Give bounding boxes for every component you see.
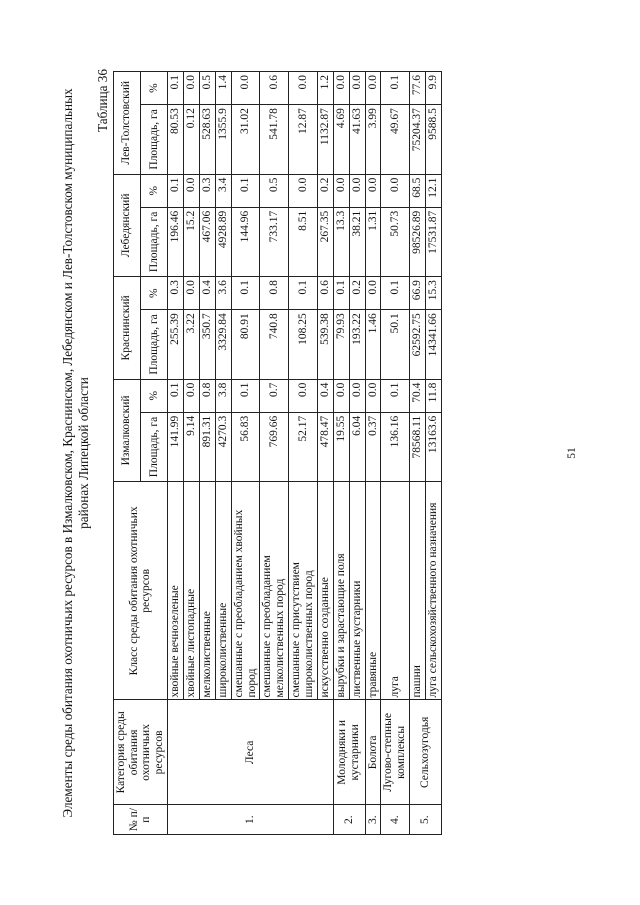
pct-cell: 3.6 xyxy=(215,276,231,309)
pct-cell: 0.1 xyxy=(168,174,184,207)
class-cell: травяные xyxy=(365,481,381,699)
pct-cell: 0.0 xyxy=(289,379,318,412)
pct-cell: 0.0 xyxy=(289,174,318,207)
table-row xyxy=(333,71,349,834)
pct-cell: 0.1 xyxy=(333,276,349,309)
header-district: Лев-Толстовский xyxy=(113,71,140,174)
pct-cell: 0.4 xyxy=(317,379,333,412)
area-cell: 350.7 xyxy=(199,309,215,378)
table-row xyxy=(168,71,184,834)
area-cell: 196.46 xyxy=(168,207,184,276)
area-cell: 13.3 xyxy=(333,207,349,276)
area-cell: 31.02 xyxy=(231,104,260,173)
pct-cell: 0.0 xyxy=(349,71,365,104)
pct-cell: 0.2 xyxy=(349,276,365,309)
habitat-table xyxy=(113,71,442,835)
class-cell: смешанные с преобладанием хвойных пород xyxy=(231,481,260,699)
pct-cell: 12.1 xyxy=(426,174,442,207)
pct-cell: 0.4 xyxy=(199,276,215,309)
table-row xyxy=(410,71,426,834)
pct-cell: 0.2 xyxy=(317,174,333,207)
area-cell: 1.46 xyxy=(365,309,381,378)
area-cell: 740.8 xyxy=(260,309,289,378)
area-cell: 9.14 xyxy=(184,412,200,481)
area-cell: 467.06 xyxy=(199,207,215,276)
area-cell: 144.96 xyxy=(231,207,260,276)
class-cell: лиственные кустарники xyxy=(349,481,365,699)
pct-cell: 9.9 xyxy=(426,71,442,104)
area-cell: 38.21 xyxy=(349,207,365,276)
area-cell: 98526.89 xyxy=(410,207,426,276)
area-cell: 108.25 xyxy=(289,309,318,378)
header-pct: % xyxy=(140,174,167,207)
area-cell: 56.83 xyxy=(231,412,260,481)
area-cell: 267.35 xyxy=(317,207,333,276)
class-cell: вырубки и зарастающие поля xyxy=(333,481,349,699)
area-cell: 79.93 xyxy=(333,309,349,378)
row-number: 3. xyxy=(365,804,381,834)
pct-cell: 3.4 xyxy=(215,174,231,207)
page-number: 51 xyxy=(566,446,578,459)
area-cell: 19.55 xyxy=(333,412,349,481)
area-cell: 4928.89 xyxy=(215,207,231,276)
pct-cell: 0.0 xyxy=(184,71,200,104)
pct-cell: 0.0 xyxy=(333,174,349,207)
class-cell: смешанные с присутствием широколиственных пород xyxy=(289,481,318,699)
pct-cell: 15.3 xyxy=(426,276,442,309)
area-cell: 12.87 xyxy=(289,104,318,173)
area-cell: 0.37 xyxy=(365,412,381,481)
area-cell: 136.16 xyxy=(381,412,410,481)
pct-cell: 0.1 xyxy=(168,71,184,104)
area-cell: 62592.75 xyxy=(410,309,426,378)
header-area: Площадь, га xyxy=(140,104,167,173)
pct-cell: 0.1 xyxy=(168,379,184,412)
pct-cell: 70.4 xyxy=(410,379,426,412)
pct-cell: 0.0 xyxy=(349,174,365,207)
area-cell: 1355.9 xyxy=(215,104,231,173)
class-cell: смешанные с преобладанием мелколиственных пород xyxy=(260,481,289,699)
header-district: Краснинский xyxy=(113,276,140,379)
pct-cell: 0.0 xyxy=(289,71,318,104)
class-cell: хвойные листопадные xyxy=(184,481,200,699)
header-district: Лебедянский xyxy=(113,174,140,277)
area-cell: 255.39 xyxy=(168,309,184,378)
area-cell: 17531.87 xyxy=(426,207,442,276)
pct-cell: 1.2 xyxy=(317,71,333,104)
row-number: 2. xyxy=(333,804,365,834)
header-district: Измалковский xyxy=(113,379,140,482)
pct-cell: 77.6 xyxy=(410,71,426,104)
category-cell: Сельхозугодья xyxy=(410,700,442,805)
area-cell: 50.1 xyxy=(381,309,410,378)
pct-cell: 0.6 xyxy=(260,71,289,104)
area-cell: 541.78 xyxy=(260,104,289,173)
area-cell: 1132.87 xyxy=(317,104,333,173)
category-cell: Лугово-степные комплексы xyxy=(381,700,410,805)
table-body xyxy=(168,71,442,834)
pct-cell: 0.1 xyxy=(231,276,260,309)
pct-cell: 0.0 xyxy=(333,379,349,412)
pct-cell: 1.4 xyxy=(215,71,231,104)
area-cell: 1.31 xyxy=(365,207,381,276)
area-cell: 6.04 xyxy=(349,412,365,481)
row-number: 4. xyxy=(381,804,410,834)
class-cell: пашни xyxy=(410,481,426,699)
header-area: Площадь, га xyxy=(140,207,167,276)
pct-cell: 0.0 xyxy=(231,71,260,104)
pct-cell: 0.8 xyxy=(199,379,215,412)
area-cell: 3.22 xyxy=(184,309,200,378)
area-cell: 13163.6 xyxy=(426,412,442,481)
pct-cell: 0.1 xyxy=(289,276,318,309)
category-cell: Молодняки и кустарники xyxy=(333,700,365,805)
area-cell: 80.91 xyxy=(231,309,260,378)
pct-cell: 0.3 xyxy=(168,276,184,309)
area-cell: 539.38 xyxy=(317,309,333,378)
pct-cell: 0.1 xyxy=(381,71,410,104)
area-cell: 8.51 xyxy=(289,207,318,276)
row-number: 5. xyxy=(410,804,442,834)
table-caption: Элементы среды обитания охотничьих ресурсов в Измалковском, Краснинском, Лебедянском и Лев-Толстовском муниципальных районах Липецкой области xyxy=(60,87,91,818)
table-number: Таблица 36 xyxy=(94,68,110,132)
area-cell: 0.12 xyxy=(184,104,200,173)
area-cell: 9588.5 xyxy=(426,104,442,173)
pct-cell: 0.0 xyxy=(184,276,200,309)
area-cell: 3.99 xyxy=(365,104,381,173)
pct-cell: 0.5 xyxy=(260,174,289,207)
pct-cell: 3.8 xyxy=(215,379,231,412)
area-cell: 80.53 xyxy=(168,104,184,173)
pct-cell: 0.1 xyxy=(231,174,260,207)
rotated-page xyxy=(60,63,580,843)
area-cell: 49.67 xyxy=(381,104,410,173)
pct-cell: 11.8 xyxy=(426,379,442,412)
pct-cell: 0.8 xyxy=(260,276,289,309)
pct-cell: 66.9 xyxy=(410,276,426,309)
class-cell: луга xyxy=(381,481,410,699)
pct-cell: 0.0 xyxy=(365,276,381,309)
area-cell: 15.2 xyxy=(184,207,200,276)
area-cell: 3329.84 xyxy=(215,309,231,378)
area-cell: 478.47 xyxy=(317,412,333,481)
header-class: Класс среды обитания охотничьих ресурсов xyxy=(113,481,168,699)
area-cell: 52.17 xyxy=(289,412,318,481)
category-cell: Болота xyxy=(365,700,381,805)
pct-cell: 0.0 xyxy=(365,71,381,104)
header-no: № п/п xyxy=(113,804,168,834)
pct-cell: 0.0 xyxy=(365,174,381,207)
pct-cell: 0.1 xyxy=(231,379,260,412)
area-cell: 78568.11 xyxy=(410,412,426,481)
class-cell: хвойные вечнозеленые xyxy=(168,481,184,699)
area-cell: 528.63 xyxy=(199,104,215,173)
header-category: Категория среды обитания охотничьих ресурсов xyxy=(113,700,168,805)
header-area: Площадь, га xyxy=(140,309,167,378)
header-pct: % xyxy=(140,276,167,309)
class-cell: мелколиственные xyxy=(199,481,215,699)
category-cell: Леса xyxy=(168,700,334,805)
area-cell: 75204.37 xyxy=(410,104,426,173)
pct-cell: 0.6 xyxy=(317,276,333,309)
area-cell: 769.66 xyxy=(260,412,289,481)
area-cell: 733.17 xyxy=(260,207,289,276)
pct-cell: 0.5 xyxy=(199,71,215,104)
pct-cell: 0.0 xyxy=(349,379,365,412)
area-cell: 41.63 xyxy=(349,104,365,173)
pct-cell: 0.0 xyxy=(381,174,410,207)
pct-cell: 0.0 xyxy=(184,174,200,207)
pct-cell: 0.0 xyxy=(333,71,349,104)
class-cell: искусственно созданные xyxy=(317,481,333,699)
area-cell: 891.31 xyxy=(199,412,215,481)
pct-cell: 0.1 xyxy=(381,276,410,309)
pct-cell: 0.0 xyxy=(365,379,381,412)
table-row xyxy=(365,71,381,834)
area-cell: 4270.3 xyxy=(215,412,231,481)
area-cell: 50.73 xyxy=(381,207,410,276)
pct-cell: 0.1 xyxy=(381,379,410,412)
class-cell: луга сельскохозяйственного назначения xyxy=(426,481,442,699)
area-cell: 4.69 xyxy=(333,104,349,173)
pct-cell: 68.5 xyxy=(410,174,426,207)
pct-cell: 0.3 xyxy=(199,174,215,207)
area-cell: 193.22 xyxy=(349,309,365,378)
header-pct: % xyxy=(140,379,167,412)
class-cell: широколиственные xyxy=(215,481,231,699)
area-cell: 141.99 xyxy=(168,412,184,481)
header-pct: % xyxy=(140,71,167,104)
table-row xyxy=(381,71,410,834)
row-number: 1. xyxy=(168,804,334,834)
pct-cell: 0.7 xyxy=(260,379,289,412)
area-cell: 14341.66 xyxy=(426,309,442,378)
pct-cell: 0.0 xyxy=(184,379,200,412)
header-row-districts xyxy=(113,71,140,834)
header-area: Площадь, га xyxy=(140,412,167,481)
